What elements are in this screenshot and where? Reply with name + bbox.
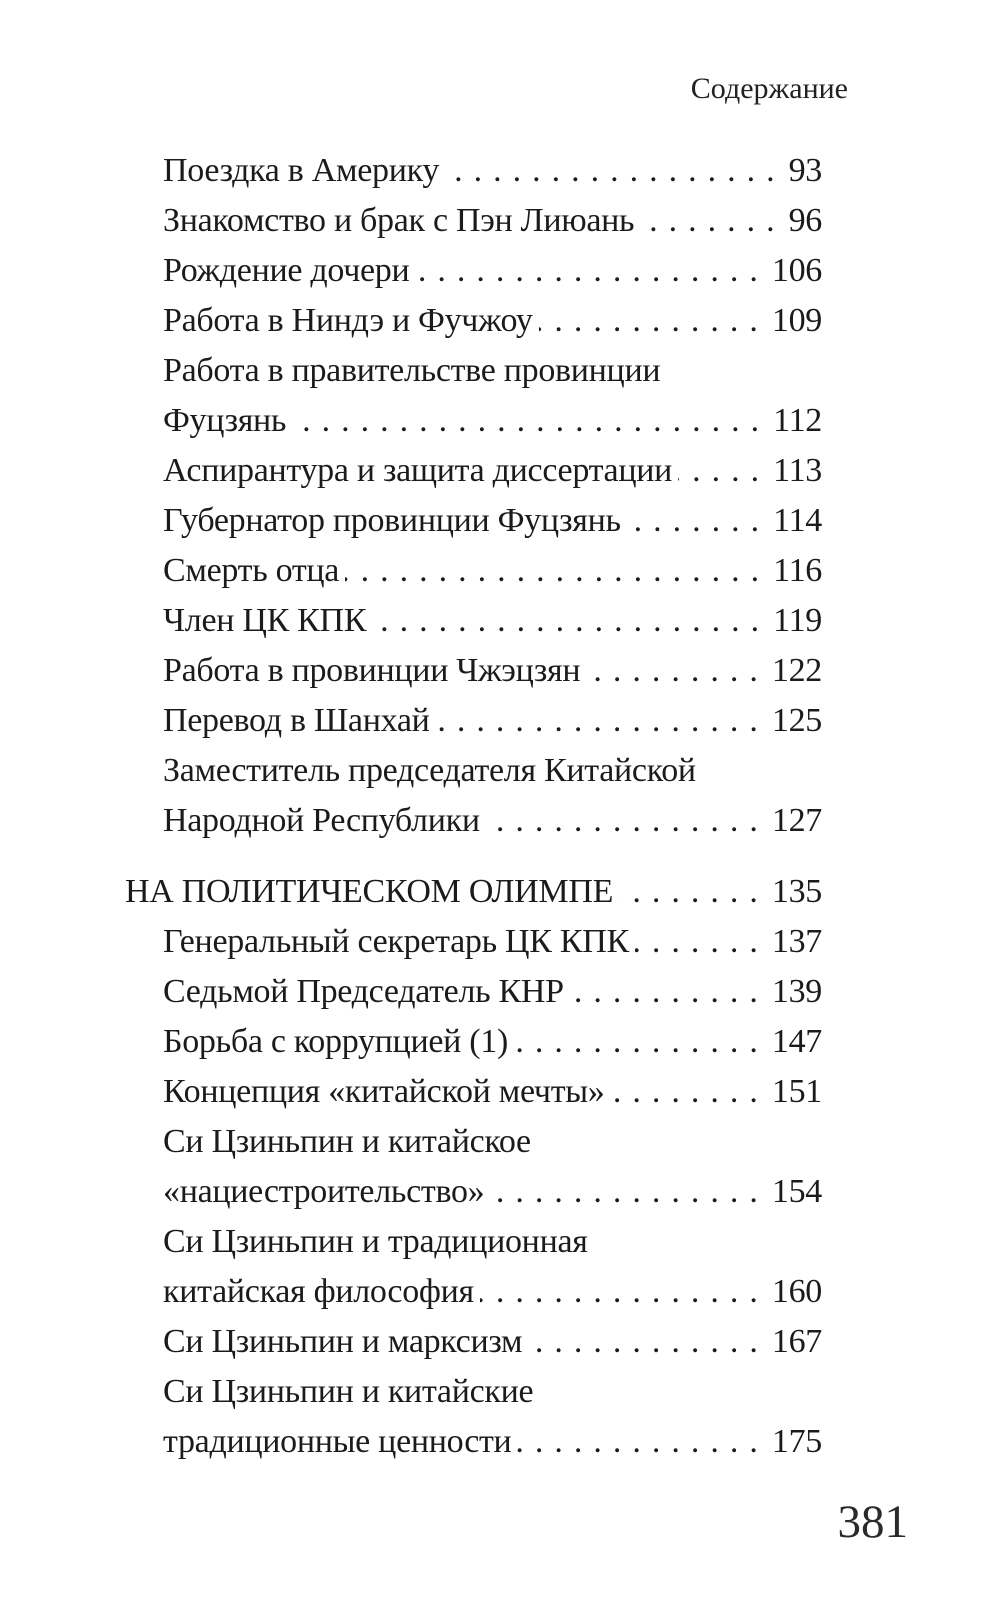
dot-leader — [372, 596, 770, 646]
toc-entry-line — [163, 1117, 822, 1167]
toc-entry-title: «нациестроительство» — [163, 1173, 485, 1210]
toc-entry-title: Си Цзиньпин и китайские — [163, 1373, 534, 1410]
toc-entry-title: Си Цзиньпин и китайское — [163, 1123, 531, 1160]
toc-entry-title: Поездка в Америку — [163, 152, 440, 189]
toc-entry-title: Губернатор провинции Фуцзянь — [163, 502, 621, 539]
dot-leader — [486, 796, 769, 846]
toc-entry-title: Заместитель председателя Китайской — [163, 752, 696, 789]
toc-entry-page: 154 — [771, 1173, 822, 1210]
toc-entry-line — [163, 1067, 822, 1117]
toc-entry-page: 106 — [771, 252, 822, 289]
toc-entry-line — [125, 867, 822, 917]
toc-entry-title: Перевод в Шанхай — [163, 702, 430, 739]
dot-leader — [678, 446, 770, 496]
toc-entry-page: 135 — [771, 873, 822, 910]
toc-entry-line — [163, 246, 822, 296]
toc-entry — [125, 1017, 822, 1067]
toc-entry — [125, 646, 822, 696]
toc-entry — [125, 446, 822, 496]
toc-entry-line — [163, 296, 822, 346]
dot-leader — [586, 646, 769, 696]
dot-leader — [517, 1417, 768, 1467]
dot-leader — [611, 1067, 769, 1117]
toc-entry-title: традиционные ценности — [163, 1423, 512, 1460]
toc-entry-title: НА ПОЛИТИЧЕСКОМ ОЛИМПЕ — [125, 873, 614, 910]
dot-leader — [539, 296, 769, 346]
toc-entry-page: 114 — [773, 502, 822, 539]
dot-leader — [415, 246, 769, 296]
dot-leader — [490, 1167, 769, 1217]
toc-entry-title: Работа в Ниндэ и Фучжоу — [163, 302, 533, 339]
toc-entry-title: Си Цзиньпин и марксизм — [163, 1323, 523, 1360]
toc-entry-title: Аспирантура и защита диссертации — [163, 452, 673, 489]
toc-entry-line — [163, 646, 822, 696]
dot-leader — [570, 967, 769, 1017]
toc-entry — [125, 1117, 822, 1217]
toc-entry-line — [163, 446, 822, 496]
toc-entry — [125, 546, 822, 596]
toc-entry-line — [163, 496, 822, 546]
toc-entry-line — [163, 396, 822, 446]
toc-entry-title: Генеральный секретарь ЦК КПК — [163, 923, 629, 960]
toc-entry-page: 137 — [771, 923, 822, 960]
toc-entry-page: 151 — [771, 1073, 822, 1110]
toc-entry-line — [163, 1217, 822, 1267]
toc-entry-line — [163, 546, 822, 596]
toc-section-entry — [125, 867, 822, 917]
toc-entry — [125, 246, 822, 296]
toc-entry — [125, 1217, 822, 1317]
dot-leader — [619, 867, 769, 917]
toc-entry — [125, 146, 822, 196]
dot-leader — [627, 496, 770, 546]
dot-leader — [528, 1317, 769, 1367]
toc-entry — [125, 196, 822, 246]
dot-leader — [480, 1267, 769, 1317]
toc-entry-line — [163, 696, 822, 746]
toc-entry — [125, 346, 822, 446]
toc-entry-title: китайская философия — [163, 1273, 474, 1310]
toc-entry-line — [163, 746, 822, 796]
toc-entry — [125, 746, 822, 846]
toc-entry-line — [163, 146, 822, 196]
toc-entry-title: Концепция «китайской мечты» — [163, 1073, 605, 1110]
dot-leader — [292, 396, 770, 446]
toc-entry-page: 147 — [771, 1023, 822, 1060]
toc-entry-title: Член ЦК КПК — [163, 602, 367, 639]
toc-entry-line — [163, 967, 822, 1017]
toc-entry-page: 113 — [773, 452, 822, 489]
toc-entry-title: Смерть отца — [163, 552, 340, 589]
toc-entry-title: Работа в правительстве провинции — [163, 352, 661, 389]
toc-entry-title: Фуцзянь — [163, 402, 287, 439]
toc-entry-page: 175 — [771, 1423, 822, 1460]
toc-list — [125, 146, 822, 1467]
toc-entry-line — [163, 1417, 822, 1467]
dot-leader — [640, 196, 785, 246]
dot-leader — [514, 1017, 769, 1067]
toc-entry — [125, 596, 822, 646]
toc-entry-page: 112 — [773, 402, 822, 439]
toc-entry — [125, 967, 822, 1017]
toc-entry-page: 119 — [773, 602, 822, 639]
toc-entry-line — [163, 1367, 822, 1417]
toc-entry-page: 96 — [788, 202, 822, 239]
toc-entry-title: Работа в провинции Чжэцзян — [163, 652, 581, 689]
toc-entry-page: 122 — [771, 652, 822, 689]
toc-entry-line — [163, 596, 822, 646]
toc-entry — [125, 496, 822, 546]
toc-entry-title: Рождение дочери — [163, 252, 410, 289]
toc-entry-title: Знакомство и брак с Пэн Лиюань — [163, 202, 635, 239]
toc-entry-title: Седьмой Председатель КНР — [163, 973, 564, 1010]
dot-leader — [345, 546, 770, 596]
running-header: Содержание — [690, 72, 848, 105]
toc-entry-title: Си Цзиньпин и традиционная — [163, 1223, 588, 1260]
toc-entry-title: Борьба с коррупцией (1) — [163, 1023, 508, 1060]
toc-entry-line — [163, 1167, 822, 1217]
toc-entry-line — [163, 1017, 822, 1067]
toc-entry-page: 160 — [771, 1273, 822, 1310]
toc-entry-page: 139 — [771, 973, 822, 1010]
toc-entry-page: 127 — [771, 802, 822, 839]
toc-entry-line — [163, 196, 822, 246]
toc-entry — [125, 1067, 822, 1117]
toc-entry — [125, 296, 822, 346]
toc-entry — [125, 1367, 822, 1467]
toc-entry — [125, 696, 822, 746]
toc-entry-page: 109 — [771, 302, 822, 339]
page-number: 381 — [837, 1496, 908, 1548]
toc-entry — [125, 1317, 822, 1367]
toc-entry-title: Народной Республики — [163, 802, 480, 839]
toc-entry-page: 125 — [771, 702, 822, 739]
toc-entry-line — [163, 796, 822, 846]
toc-entry — [125, 917, 822, 967]
toc-entry-page: 167 — [771, 1323, 822, 1360]
toc-entry-line — [163, 1267, 822, 1317]
toc-entry-page: 116 — [773, 552, 822, 589]
toc-entry-line — [163, 346, 822, 396]
dot-leader — [635, 917, 769, 967]
dot-leader — [445, 146, 786, 196]
toc-entry-line — [163, 1317, 822, 1367]
toc-entry-page: 93 — [788, 152, 822, 189]
toc-entry-line — [163, 917, 822, 967]
dot-leader — [436, 696, 769, 746]
